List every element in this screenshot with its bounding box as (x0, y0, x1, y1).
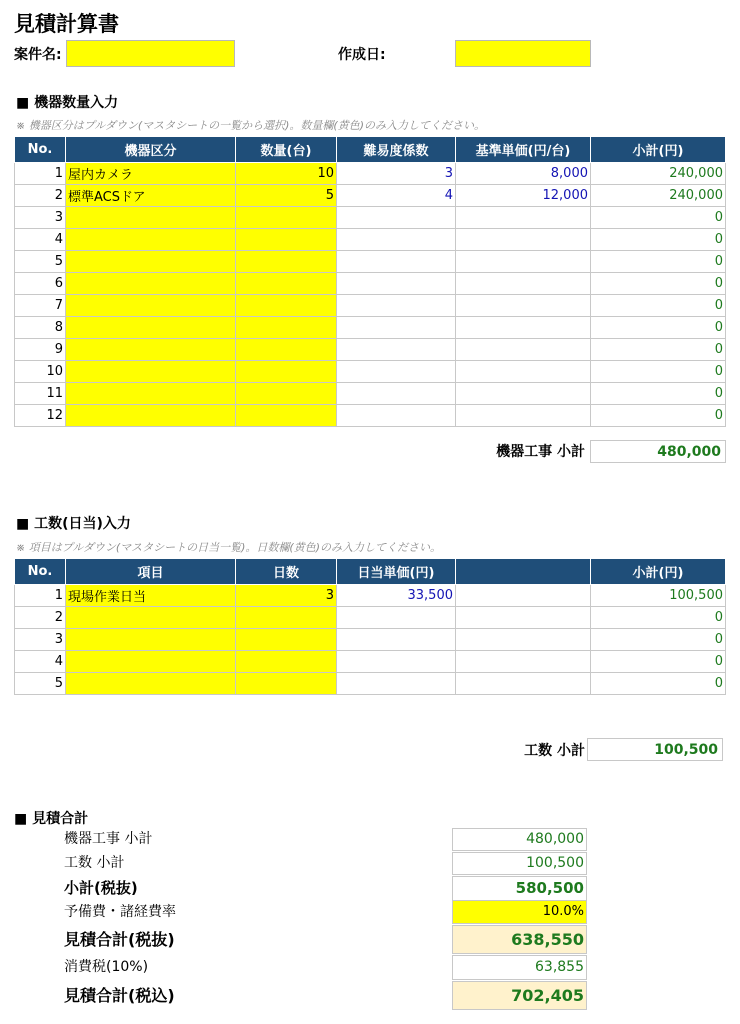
blank-cell (456, 607, 591, 629)
summary-row (0, 828, 740, 851)
subtotal-cell: 0 (591, 273, 726, 295)
difficulty-cell (337, 361, 456, 383)
difficulty-cell (337, 229, 456, 251)
labor-subtotal-value: 100,500 (587, 738, 723, 761)
blank-cell (456, 629, 591, 651)
table-row (15, 273, 726, 295)
summary-label: 小計(税抜) (64, 879, 138, 897)
unit-price-cell (456, 361, 591, 383)
equipment-subtotal-label: 機器工事 小計 (496, 444, 585, 460)
labor-item-cell[interactable] (66, 673, 236, 695)
labor-item-cell[interactable] (66, 607, 236, 629)
quantity-cell[interactable]: 10 (236, 163, 337, 185)
daily-rate-cell (337, 629, 456, 651)
summary-row (0, 925, 740, 954)
equipment-category-cell[interactable] (66, 207, 236, 229)
summary-label: 消費税(10%) (64, 959, 149, 975)
subtotal-cell: 0 (591, 339, 726, 361)
quantity-cell[interactable] (236, 361, 337, 383)
summary-value: 480,000 (452, 828, 587, 851)
labor-table (14, 558, 726, 695)
unit-price-cell (456, 405, 591, 427)
equipment-note: ※ 機器区分はプルダウン(マスタシートの一覧から選択)。数量欄(黄色)のみ入力してください。 (16, 119, 485, 132)
row-number: 6 (15, 273, 66, 295)
days-cell[interactable] (236, 651, 337, 673)
days-cell[interactable] (236, 607, 337, 629)
row-number: 2 (15, 185, 66, 207)
difficulty-cell: 4 (337, 185, 456, 207)
table-row (15, 673, 726, 695)
quantity-cell[interactable] (236, 251, 337, 273)
blank-cell (456, 651, 591, 673)
row-number: 10 (15, 361, 66, 383)
equipment-category-cell[interactable] (66, 383, 236, 405)
difficulty-cell (337, 383, 456, 405)
table-row (15, 295, 726, 317)
labor-item-cell[interactable] (66, 651, 236, 673)
table-row (15, 185, 726, 207)
subtotal-cell: 0 (591, 629, 726, 651)
summary-label: 見積合計(税込) (64, 986, 175, 1005)
col-header-unit-price: 基準単価(円/台) (456, 137, 591, 163)
subtotal-cell: 0 (591, 361, 726, 383)
unit-price-cell (456, 339, 591, 361)
days-cell[interactable]: 3 (236, 585, 337, 607)
summary-label: 工数 小計 (64, 855, 125, 871)
row-number: 7 (15, 295, 66, 317)
summary-value: 638,550 (452, 925, 587, 954)
col-header-no: No. (15, 559, 66, 585)
table-row (15, 207, 726, 229)
equipment-category-cell[interactable] (66, 339, 236, 361)
quantity-cell[interactable] (236, 405, 337, 427)
subtotal-cell: 240,000 (591, 163, 726, 185)
summary-label: 機器工事 小計 (64, 831, 153, 847)
unit-price-cell (456, 317, 591, 339)
equipment-category-cell[interactable] (66, 295, 236, 317)
quantity-cell[interactable] (236, 339, 337, 361)
unit-price-cell (456, 383, 591, 405)
equipment-category-cell[interactable] (66, 317, 236, 339)
daily-rate-cell (337, 651, 456, 673)
unit-price-cell: 12,000 (456, 185, 591, 207)
col-header-subtotal: 小計(円) (591, 559, 726, 585)
unit-price-cell (456, 251, 591, 273)
difficulty-cell (337, 273, 456, 295)
unit-price-cell: 8,000 (456, 163, 591, 185)
summary-value: 702,405 (452, 981, 587, 1010)
summary-row (0, 900, 740, 924)
summary-row (0, 955, 740, 980)
subtotal-cell: 0 (591, 607, 726, 629)
subtotal-cell: 0 (591, 317, 726, 339)
table-row (15, 317, 726, 339)
table-row (15, 651, 726, 673)
difficulty-cell: 3 (337, 163, 456, 185)
difficulty-cell (337, 405, 456, 427)
table-row (15, 585, 726, 607)
equipment-subtotal-value: 480,000 (590, 440, 726, 463)
col-header-days: 日数 (236, 559, 337, 585)
labor-subtotal-label: 工数 小計 (524, 743, 585, 759)
equipment-category-cell[interactable] (66, 229, 236, 251)
quantity-cell[interactable] (236, 207, 337, 229)
summary-value: 100,500 (452, 852, 587, 875)
equipment-table (14, 136, 726, 427)
subtotal-cell: 0 (591, 295, 726, 317)
project-name-label: 案件名: (14, 47, 62, 63)
summary-row (0, 852, 740, 875)
summary-value: 63,855 (452, 955, 587, 980)
row-number: 1 (15, 585, 66, 607)
subtotal-cell: 0 (591, 207, 726, 229)
quantity-cell[interactable]: 5 (236, 185, 337, 207)
row-number: 2 (15, 607, 66, 629)
row-number: 1 (15, 163, 66, 185)
unit-price-cell (456, 207, 591, 229)
summary-value: 580,500 (452, 876, 587, 901)
table-row (15, 607, 726, 629)
labor-note: ※ 項目はプルダウン(マスタシートの日当一覧)。日数欄(黄色)のみ入力してください。 (16, 541, 441, 554)
row-number: 11 (15, 383, 66, 405)
blank-cell (456, 673, 591, 695)
project-name-input[interactable] (66, 40, 235, 67)
equipment-category-cell[interactable] (66, 361, 236, 383)
row-number: 4 (15, 229, 66, 251)
col-header-daily-rate: 日当単価(円) (337, 559, 456, 585)
row-number: 5 (15, 251, 66, 273)
daily-rate-cell (337, 607, 456, 629)
col-header-blank (456, 559, 591, 585)
col-header-subtotal: 小計(円) (591, 137, 726, 163)
equipment-category-cell[interactable] (66, 405, 236, 427)
summary-section-title: ■ 見積合計 (14, 811, 89, 827)
summary-row (0, 876, 740, 901)
unit-price-cell (456, 229, 591, 251)
unit-price-cell (456, 295, 591, 317)
table-row (15, 629, 726, 651)
labor-item-cell[interactable] (66, 629, 236, 651)
quantity-cell[interactable] (236, 273, 337, 295)
summary-row (0, 981, 740, 1010)
quantity-cell[interactable] (236, 383, 337, 405)
difficulty-cell (337, 339, 456, 361)
subtotal-cell: 0 (591, 673, 726, 695)
daily-rate-cell: 33,500 (337, 585, 456, 607)
col-header-item: 項目 (66, 559, 236, 585)
difficulty-cell (337, 317, 456, 339)
difficulty-cell (337, 207, 456, 229)
blank-cell (456, 585, 591, 607)
daily-rate-cell (337, 673, 456, 695)
col-header-no: No. (15, 137, 66, 163)
table-row (15, 405, 726, 427)
summary-label: 見積合計(税抜) (64, 930, 175, 949)
table-row (15, 251, 726, 273)
difficulty-cell (337, 251, 456, 273)
labor-item-cell[interactable]: 現場作業日当 (66, 585, 236, 607)
created-date-label: 作成日: (338, 47, 386, 63)
labor-section-title: ■ 工数(日当)入力 (16, 516, 131, 532)
created-date-input[interactable] (455, 40, 591, 67)
summary-value[interactable]: 10.0% (452, 900, 587, 924)
subtotal-cell: 0 (591, 383, 726, 405)
table-row (15, 229, 726, 251)
subtotal-cell: 0 (591, 251, 726, 273)
row-number: 4 (15, 651, 66, 673)
row-number: 9 (15, 339, 66, 361)
subtotal-cell: 0 (591, 229, 726, 251)
col-header-quantity: 数量(台) (236, 137, 337, 163)
equipment-category-cell[interactable] (66, 273, 236, 295)
table-row (15, 339, 726, 361)
equipment-category-cell[interactable]: 屋内カメラ (66, 163, 236, 185)
equipment-category-cell[interactable]: 標準ACSドア (66, 185, 236, 207)
table-row (15, 163, 726, 185)
col-header-difficulty: 難易度係数 (337, 137, 456, 163)
subtotal-cell: 0 (591, 405, 726, 427)
row-number: 8 (15, 317, 66, 339)
equipment-section-title: ■ 機器数量入力 (16, 95, 119, 111)
table-row (15, 361, 726, 383)
sheet-title: 見積計算書 (14, 12, 119, 36)
unit-price-cell (456, 273, 591, 295)
subtotal-cell: 100,500 (591, 585, 726, 607)
row-number: 12 (15, 405, 66, 427)
subtotal-cell: 0 (591, 651, 726, 673)
equipment-category-cell[interactable] (66, 251, 236, 273)
summary-label: 予備費・諸経費率 (64, 904, 176, 920)
subtotal-cell: 240,000 (591, 185, 726, 207)
quantity-cell[interactable] (236, 229, 337, 251)
days-cell[interactable] (236, 629, 337, 651)
row-number: 3 (15, 629, 66, 651)
row-number: 3 (15, 207, 66, 229)
col-header-equipment-category: 機器区分 (66, 137, 236, 163)
days-cell[interactable] (236, 673, 337, 695)
row-number: 5 (15, 673, 66, 695)
difficulty-cell (337, 295, 456, 317)
table-row (15, 383, 726, 405)
quantity-cell[interactable] (236, 317, 337, 339)
quantity-cell[interactable] (236, 295, 337, 317)
